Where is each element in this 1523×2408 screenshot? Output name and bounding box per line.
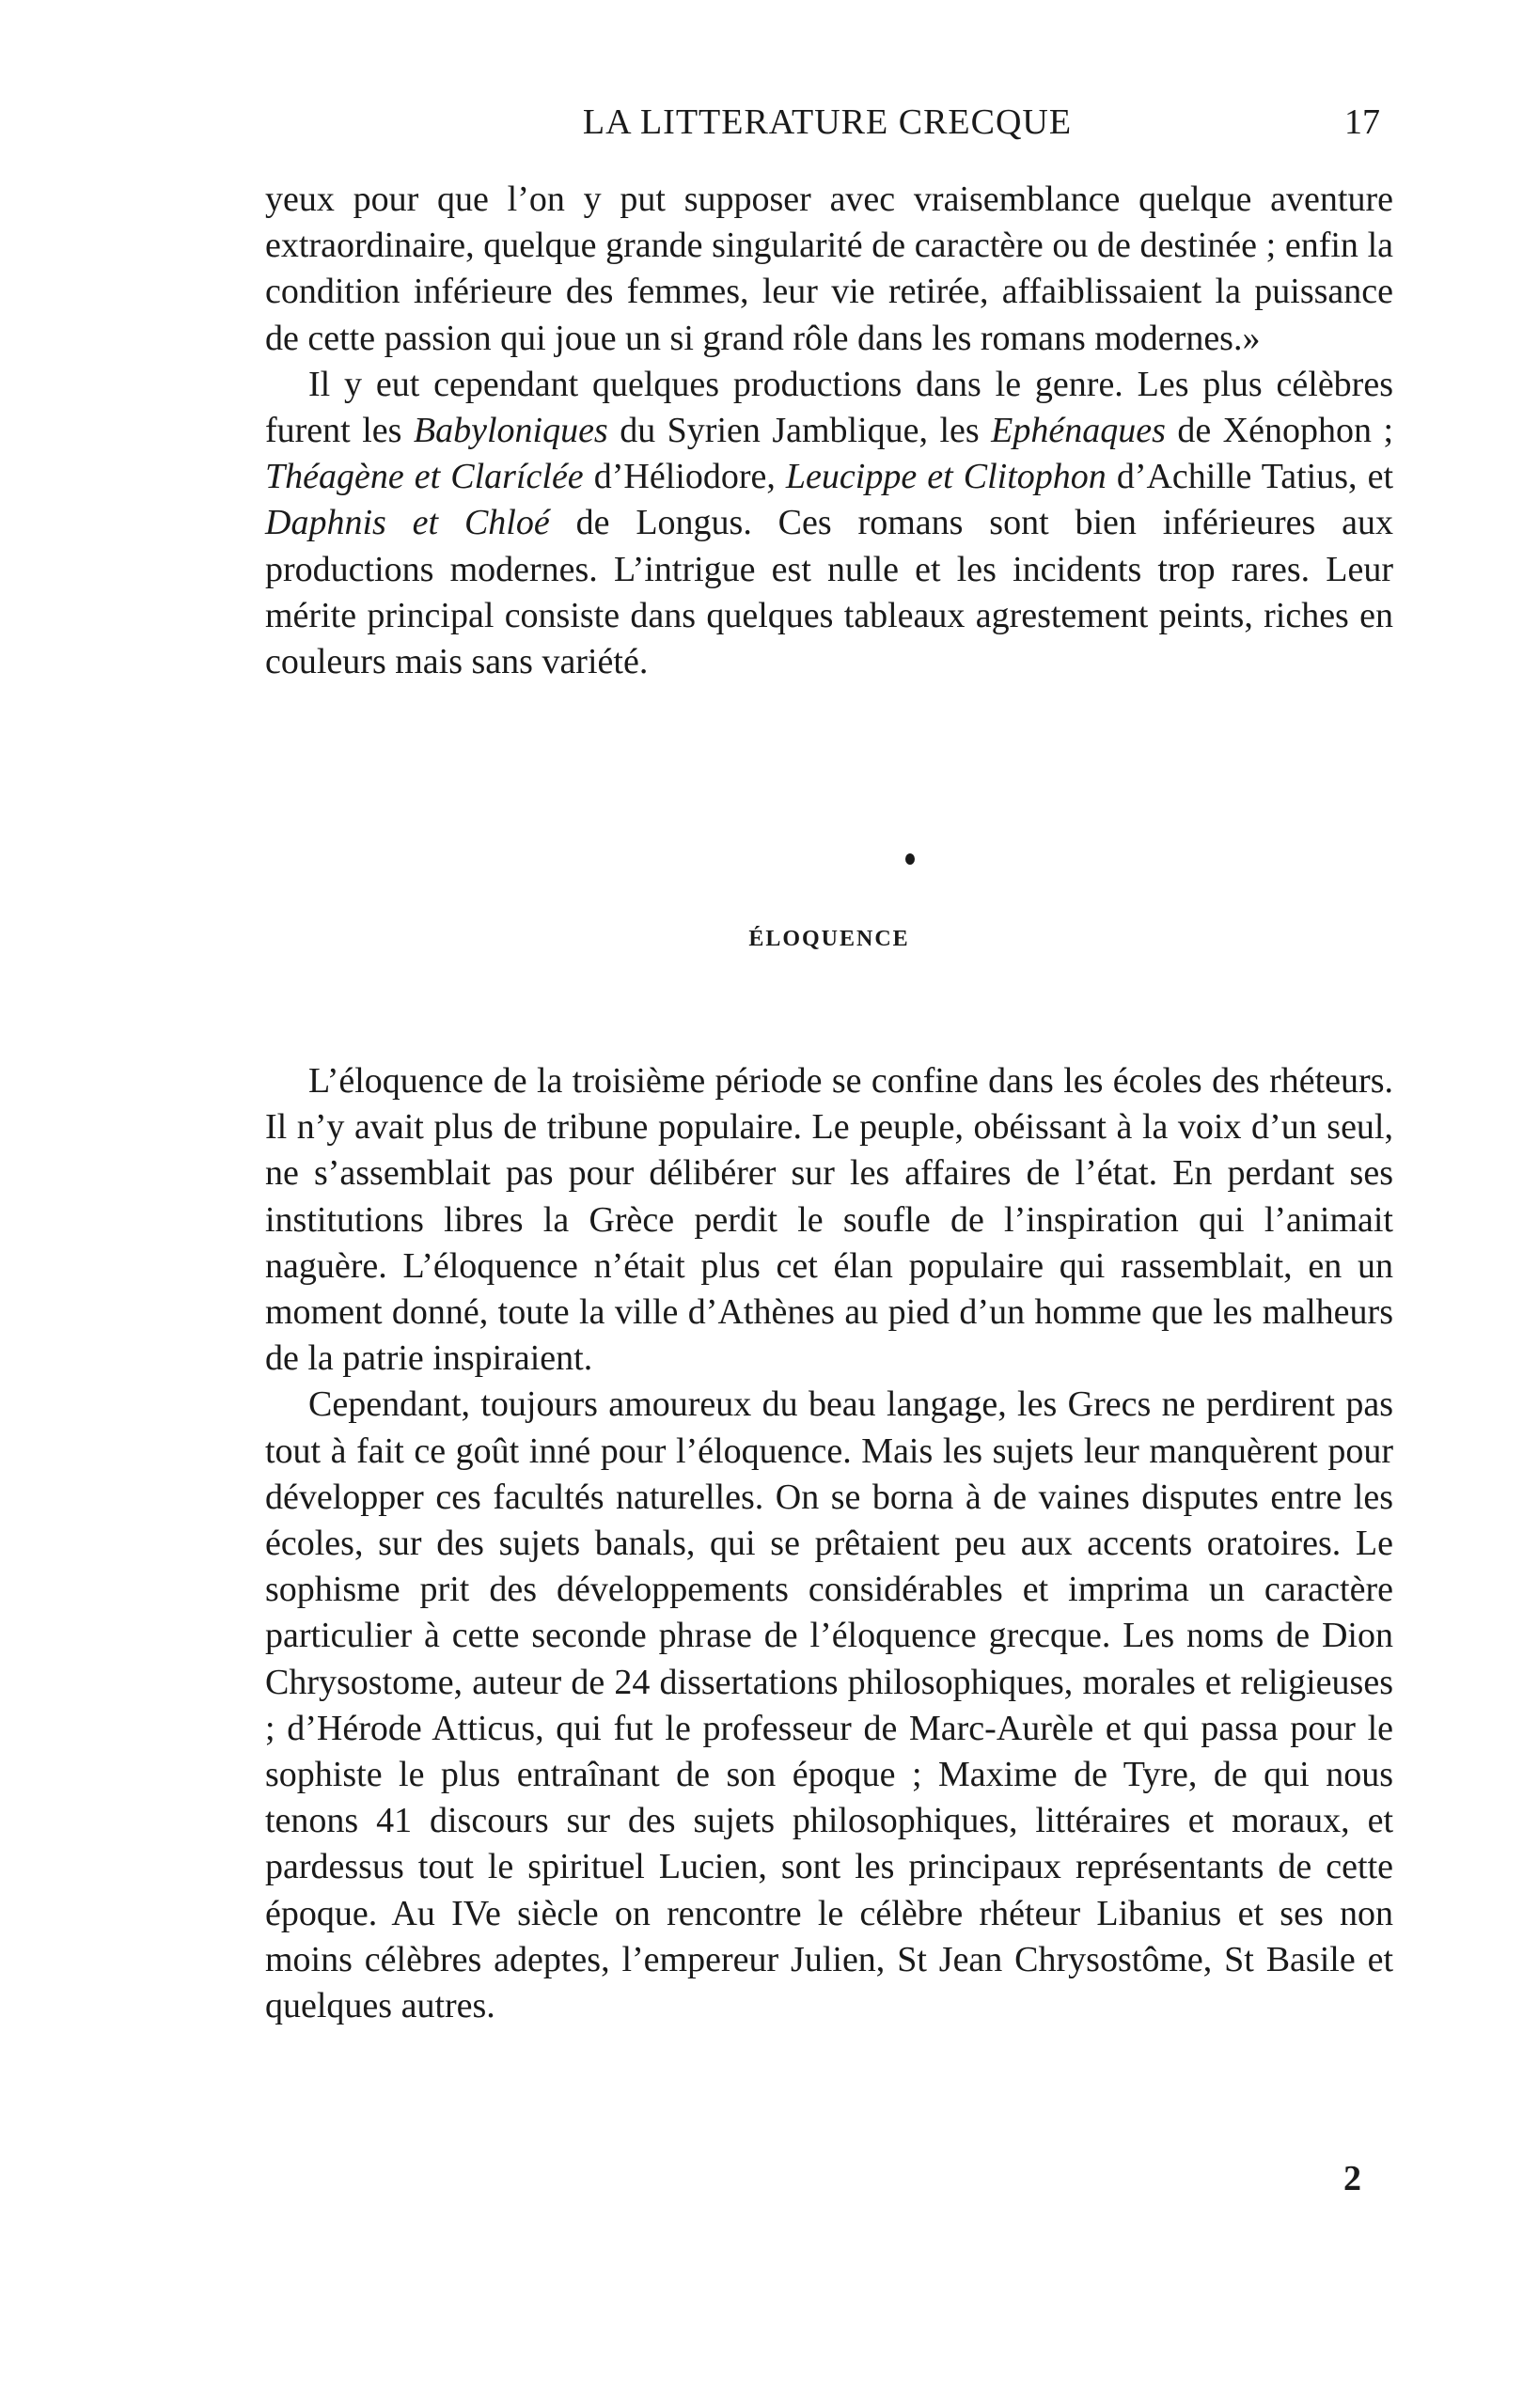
paragraph-continued: yeux pour que l’on y put supposer avec vraisemblance quelque aventure extraordinaire, quelque grande singularité de caractère ou de destinée ; enfin la condition inférieure des femmes, leur vie retirée, affaiblissaient la puissance de cette passion qui joue un si grand rôle dans les romans modernes.» — [265, 180, 1393, 358]
title-leucippe: Leucippe et Clitophon — [785, 457, 1107, 497]
text-run: d’Héliodore, — [583, 457, 786, 497]
paragraph-eloquence-1: L’éloquence de la troisième période se confine dans les écoles des rhéteurs. Il n’y avait plus de tribune populaire. Le peuple, obéissant à la voix d’un seul, ne s’assemblait pas pour délibérer sur les affaires de l’état. En perdant ses institutions libres la Grèce perdit le soufle de l’inspiration qui l’animait naguère. L’éloquence n’était plus cet élan populaire qui rassemblait, en un moment donné, toute la ville d’Athènes au pied d’un homme que les malheurs de la patrie inspiraient. — [265, 1061, 1393, 1379]
section-heading: ÉLOQUENCE — [748, 927, 910, 951]
signature-mark: 2 — [1343, 2159, 1361, 2198]
text-run: de Longus. Ces romans sont bien inférieures aux productions modernes. L’intrigue est nulle et les incidents trop rares. Leur mérite principal consiste dans quelques tableaux agrestement peints, riches en couleurs mais sans variété. — [265, 503, 1393, 682]
paragraph-romans — [265, 362, 1393, 685]
page-header — [263, 102, 1391, 158]
text-block-romans — [265, 177, 1393, 685]
title-ephenaques: Ephénaques — [991, 411, 1166, 451]
ornament-dot — [905, 853, 915, 865]
running-title: LA LITTERATURE CRECQUE — [582, 102, 1073, 142]
title-daphnis: Daphnis et Chloé — [265, 503, 550, 543]
paragraph-eloquence-2: Cependant, toujours amoureux du beau langage, les Grecs ne perdirent pas tout à fait ce goût inné pour l’éloquence. Mais les sujets leur manquèrent pour développer ces facultés naturelles. On se borna à de vaines disputes entre les écoles, sur des sujets banals, qui se prêtaient peu aux accents oratoires. Le sophisme prit des développements considérables et imprima un caractère particulier à cette seconde phrase de l’éloquence grecque. Les noms de Dion Chrysostome, auteur de 24 dissertations philosophiques, morales et religieuses ; d’Hérode Atticus, qui fut le professeur de Marc-Aurèle et qui passa pour le sophiste le plus entraînant de son époque ; Maxime de Tyre, de qui nous tenons 41 discours sur des sujets philosophiques, littéraires et moraux, et pardessus tout le spirituel Lucien, sont les principaux représentants de cette époque. Au IVe siècle on rencontre le célèbre rhéteur Libanius et ses non moins célèbres adeptes, l’empereur Julien, St Jean Chrysostôme, St Basile et quelques autres. — [265, 1384, 1393, 2026]
text-block-eloquence — [265, 1058, 1393, 2029]
text-run: du Syrien Jamblique, les — [607, 411, 992, 451]
text-run: d’Achille Tatius, et — [1106, 457, 1394, 497]
title-babyloniques: Babyloniques — [413, 411, 608, 451]
text-run: Il y eut cependant quelques productions dans le genre. Les plus célèbres furent les — [265, 364, 1393, 451]
text-run: de Xénophon ; — [1165, 411, 1394, 451]
title-theagene: Théagène et Claríclée — [265, 457, 584, 497]
page-number: 17 — [1344, 102, 1380, 142]
